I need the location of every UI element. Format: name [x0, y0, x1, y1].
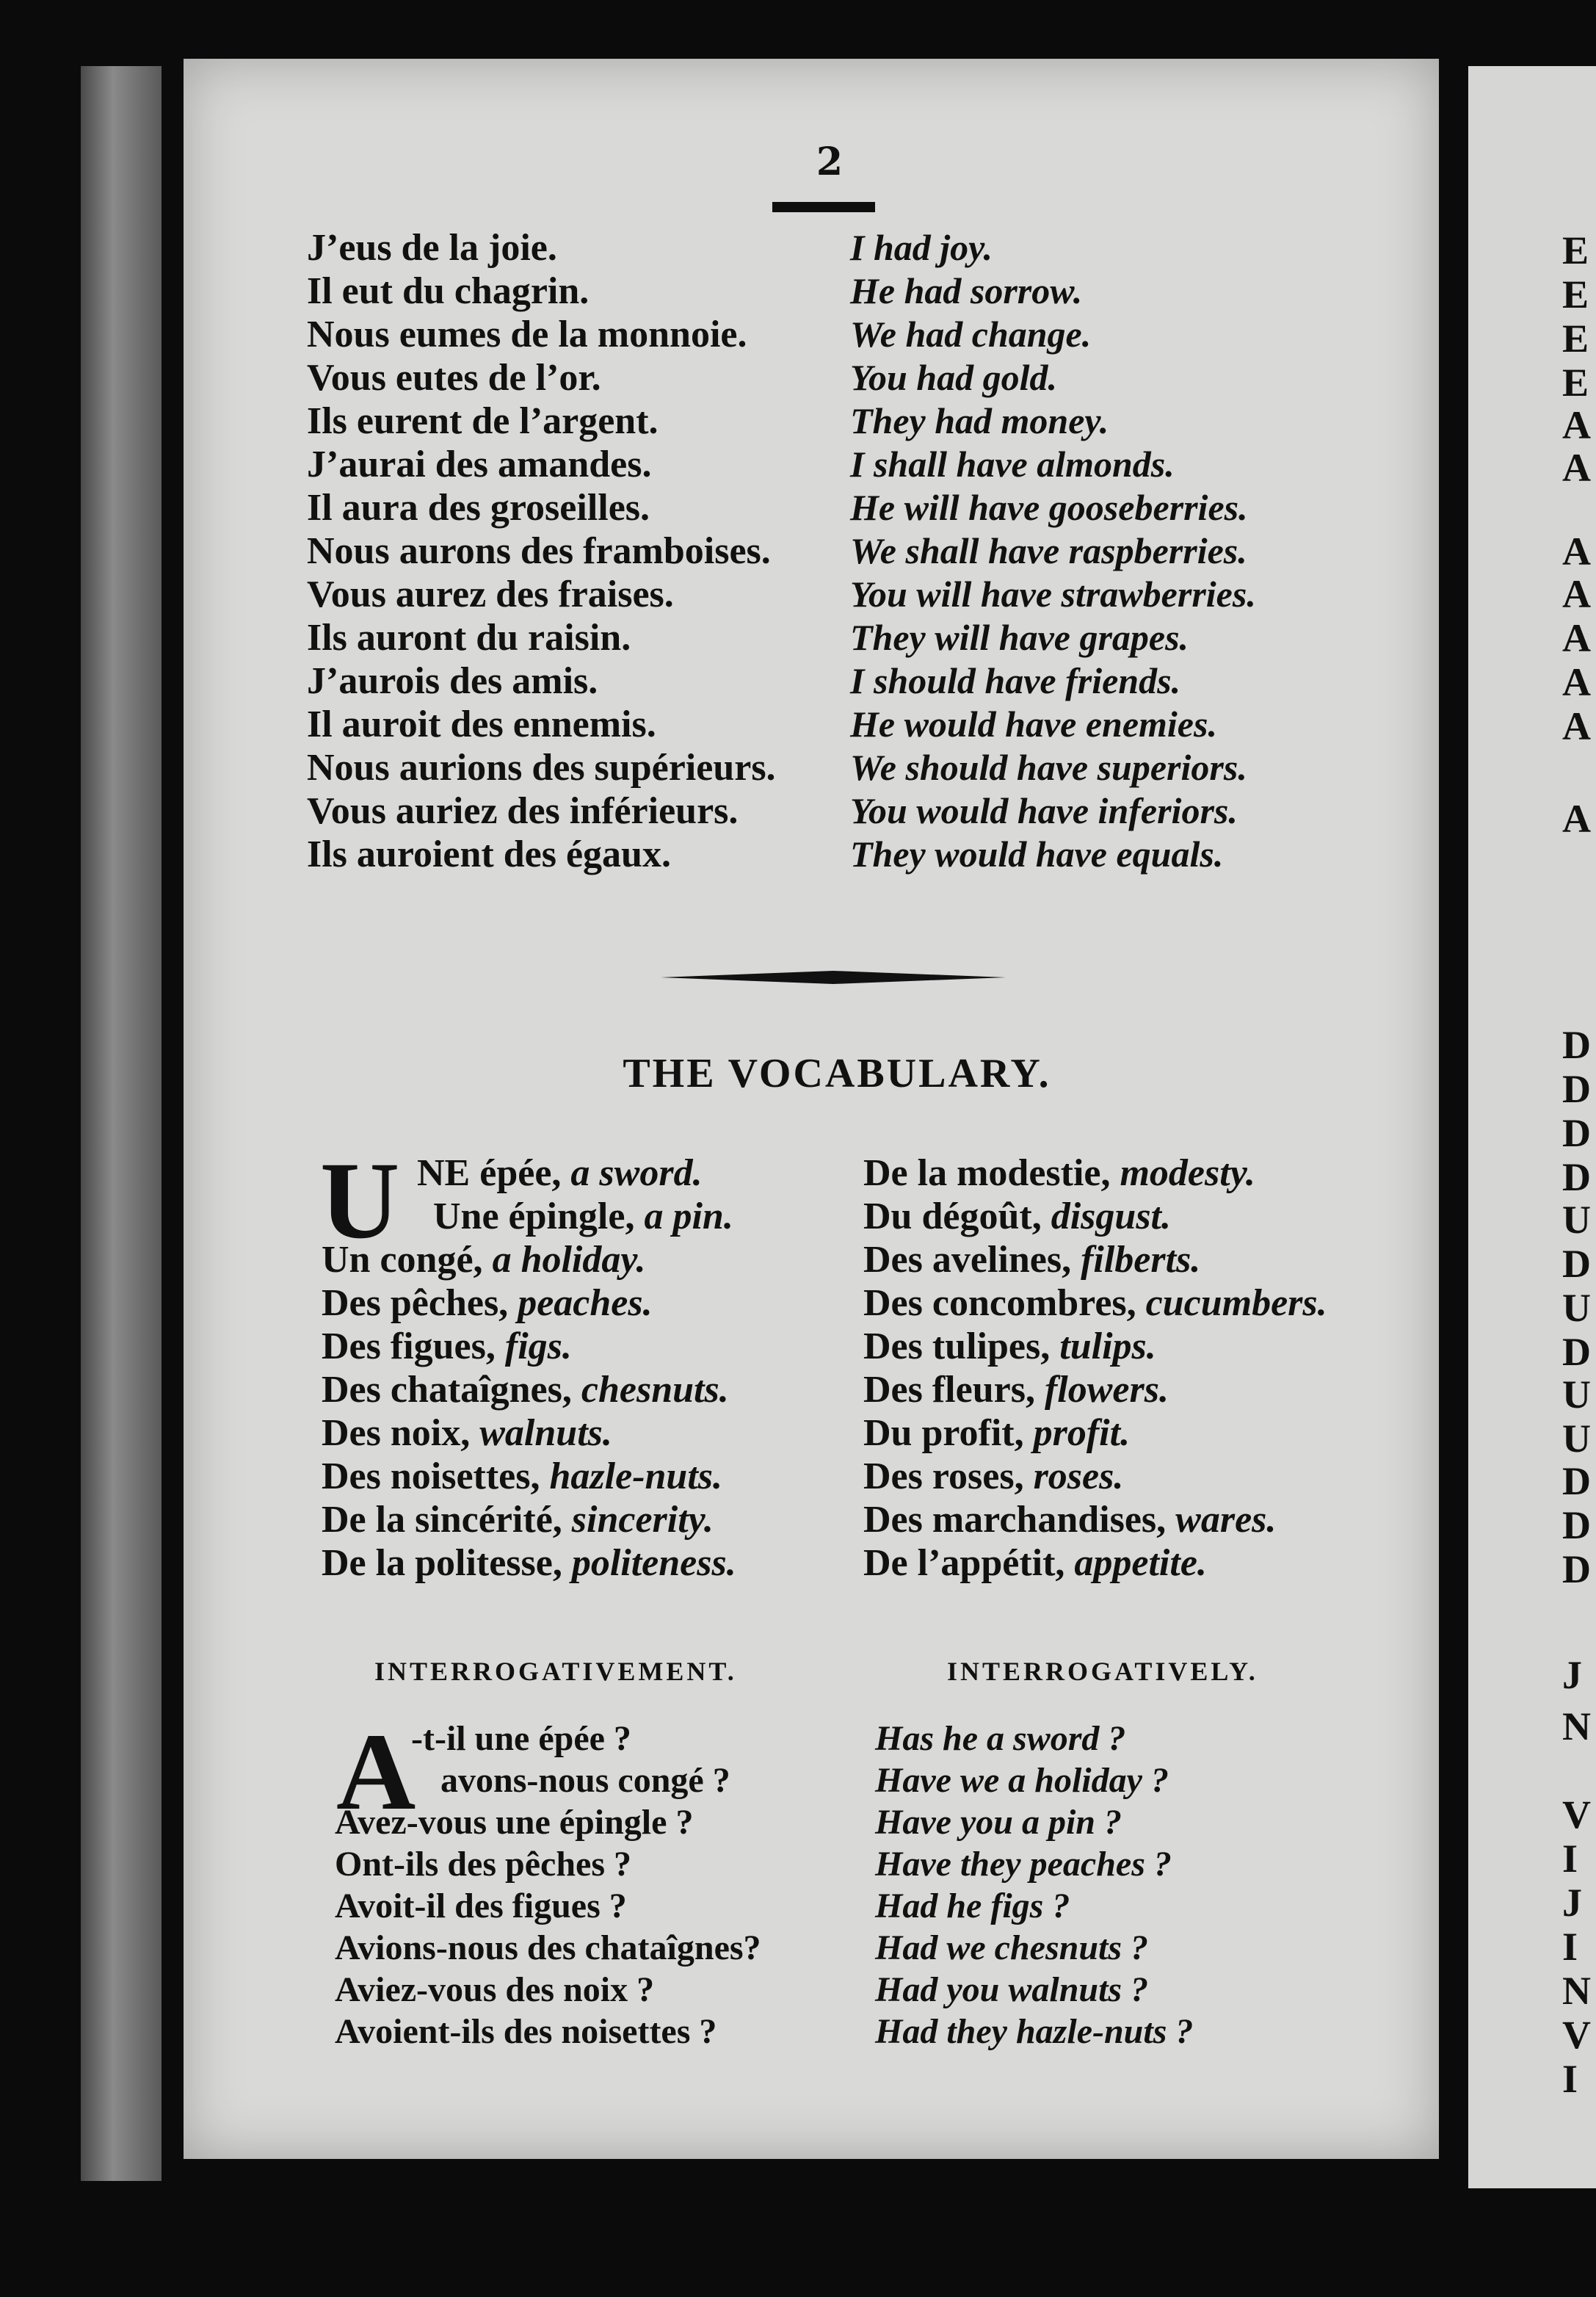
- conjugation-french-line: Vous eutes de l’or.: [307, 357, 601, 399]
- conjugation-english-line: He had sorrow.: [850, 270, 1083, 311]
- vocabulary-french-word: De la politesse,: [322, 1542, 562, 1584]
- vocabulary-entry: [417, 1151, 703, 1195]
- right-page-letter: D: [1562, 1503, 1591, 1547]
- vocabulary-english-word: a sword.: [561, 1152, 703, 1194]
- vocabulary-english-word: tulips.: [1050, 1325, 1156, 1367]
- conjugation-french-line: Il eut du chagrin.: [307, 270, 590, 312]
- interrogative-english-line: Had you walnuts ?: [875, 1970, 1149, 2009]
- right-page-letter: I: [1562, 1837, 1578, 1881]
- conjugation-english-line: You had gold.: [850, 357, 1058, 398]
- french-interrogative-heading: INTERROGATIVEMENT.: [374, 1657, 737, 1686]
- left-page-edge: [81, 66, 162, 2181]
- conjugation-french-line: Ils auront du raisin.: [307, 617, 631, 659]
- vocabulary-english-word: disgust.: [1041, 1195, 1172, 1237]
- right-page-letter: D: [1562, 1155, 1591, 1199]
- interrogative-english-line: Have we a holiday ?: [875, 1761, 1169, 1800]
- vocabulary-french-word: Des avelines,: [863, 1239, 1072, 1281]
- interrogative-english-line: Had we chesnuts ?: [875, 1928, 1149, 1967]
- right-page-letter: D: [1562, 1330, 1591, 1374]
- interrogative-english-line: Had he figs ?: [875, 1887, 1070, 1925]
- vocabulary-english-word: peaches.: [508, 1282, 653, 1324]
- vocabulary-entry: [863, 1151, 1255, 1195]
- right-page-letter: U: [1562, 1372, 1591, 1417]
- right-page-letter: D: [1562, 1242, 1591, 1286]
- right-page-letter: D: [1562, 1111, 1591, 1155]
- right-page-letter: A: [1562, 704, 1591, 748]
- vocabulary-entry: [322, 1281, 653, 1325]
- vocabulary-english-word: a pin.: [634, 1195, 733, 1237]
- vocabulary-french-word: Des tulipes,: [863, 1325, 1051, 1367]
- conjugation-french-line: J’aurai des amandes.: [307, 444, 652, 485]
- conjugation-english-line: We shall have raspberries.: [850, 530, 1247, 571]
- vocabulary-entry: [863, 1411, 1130, 1455]
- vocabulary-english-word: modesty.: [1110, 1152, 1255, 1194]
- right-page-letter: U: [1562, 1417, 1591, 1461]
- conjugation-english-line: I should have friends.: [850, 660, 1181, 701]
- conjugation-french-line: Vous auriez des inférieurs.: [307, 790, 739, 832]
- vocabulary-entry: [863, 1498, 1276, 1541]
- conjugation-french-line: Vous aurez des fraises.: [307, 574, 674, 615]
- vocabulary-english-word: appetite.: [1064, 1542, 1207, 1584]
- vocabulary-drop-cap: U: [320, 1140, 400, 1262]
- vocabulary-french-word: Des roses,: [863, 1455, 1024, 1497]
- vocabulary-entry: [322, 1455, 722, 1498]
- vocabulary-english-word: wares.: [1166, 1499, 1277, 1541]
- vocabulary-english-word: profit.: [1023, 1412, 1131, 1454]
- vocabulary-french-word: De la modestie,: [863, 1152, 1111, 1194]
- vocabulary-french-word: De l’appétit,: [863, 1542, 1065, 1584]
- vocabulary-entry: [433, 1195, 733, 1238]
- right-page-letter: A: [1562, 446, 1591, 490]
- right-page-letter: I: [1562, 1925, 1578, 1969]
- right-page-letter: E: [1562, 228, 1589, 272]
- right-page-letter: A: [1562, 529, 1591, 574]
- vocabulary-entry: [863, 1325, 1156, 1368]
- vocabulary-french-word: Des noisettes,: [322, 1455, 540, 1497]
- vocabulary-entry: [863, 1455, 1123, 1498]
- conjugation-french-line: Ils eurent de l’argent.: [307, 400, 659, 442]
- vocabulary-english-word: a holiday.: [482, 1239, 646, 1281]
- vocabulary-entry: [863, 1541, 1207, 1585]
- conjugation-english-line: We should have superiors.: [850, 747, 1247, 788]
- interrogative-french-line: Aviez-vous des noix ?: [335, 1970, 655, 2009]
- vocabulary-entry: [322, 1541, 736, 1585]
- interrogative-french-line: Avions-nous des chataîgnes?: [335, 1928, 761, 1967]
- vocabulary-english-word: politeness.: [562, 1542, 736, 1584]
- right-page-letter: J: [1562, 1881, 1582, 1925]
- vocabulary-english-word: sincerity.: [562, 1499, 714, 1541]
- conjugation-french-line: J’eus de la joie.: [307, 227, 557, 269]
- conjugation-english-line: They will have grapes.: [850, 617, 1189, 658]
- right-page-letter: N: [1562, 1969, 1591, 2013]
- right-page-letter: A: [1562, 797, 1591, 841]
- vocabulary-entry: [322, 1498, 714, 1541]
- conjugation-english-line: He will have gooseberries.: [850, 487, 1248, 528]
- interrogative-french-line: Ont-ils des pêches ?: [335, 1845, 632, 1884]
- right-page-letter: A: [1562, 572, 1591, 616]
- vocabulary-entry: [322, 1238, 646, 1281]
- interrogative-french-line: Avoient-ils des noisettes ?: [335, 2012, 717, 2051]
- page-number-rule: [772, 202, 875, 212]
- vocabulary-english-word: roses.: [1023, 1455, 1124, 1497]
- conjugation-english-line: I had joy.: [850, 227, 993, 268]
- interrogative-french-line: Avez-vous une épingle ?: [335, 1803, 694, 1842]
- vocabulary-entry: [322, 1411, 612, 1455]
- conjugation-english-line: We had change.: [850, 314, 1092, 355]
- right-page-letter: E: [1562, 316, 1589, 361]
- vocabulary-entry: [863, 1281, 1327, 1325]
- right-page-letter: U: [1562, 1286, 1591, 1330]
- vocabulary-english-word: walnuts.: [470, 1412, 612, 1454]
- conjugation-english-line: You will have strawberries.: [850, 574, 1256, 615]
- right-page-letter: V: [1562, 2013, 1591, 2057]
- right-page-letter: D: [1562, 1547, 1591, 1591]
- right-page-letter: A: [1562, 616, 1591, 660]
- conjugation-french-line: Nous aurions des supérieurs.: [307, 747, 776, 789]
- vocabulary-english-word: flowers.: [1034, 1369, 1169, 1411]
- vocabulary-french-word: Du profit,: [863, 1412, 1024, 1454]
- conjugation-french-line: Ils auroient des égaux.: [307, 833, 671, 875]
- conjugation-french-line: Nous aurons des framboises.: [307, 530, 771, 572]
- vocabulary-entry: [863, 1195, 1171, 1238]
- interrogative-french-line: Avoit-il des figues ?: [335, 1887, 627, 1925]
- vocabulary-entry: [322, 1325, 572, 1368]
- right-page-letter: I: [1562, 2057, 1578, 2101]
- vocabulary-french-word: Des chataîgnes,: [322, 1369, 572, 1411]
- vocabulary-title: THE VOCABULARY.: [623, 1051, 1051, 1096]
- vocabulary-english-word: filberts.: [1071, 1239, 1201, 1281]
- interrogative-english-line: Have they peaches ?: [875, 1845, 1172, 1884]
- interrogative-french-line: avons-nous congé ?: [440, 1761, 730, 1800]
- vocabulary-entry: [863, 1368, 1169, 1411]
- vocabulary-french-word: Des fleurs,: [863, 1369, 1035, 1411]
- interrogative-english-line: Had they hazle-nuts ?: [875, 2012, 1194, 2051]
- vocabulary-english-word: cucumbers.: [1136, 1282, 1327, 1324]
- interrogative-drop-cap: A: [336, 1711, 416, 1833]
- vocabulary-entry: [863, 1238, 1200, 1281]
- vocabulary-french-word: Des concombres,: [863, 1282, 1136, 1324]
- page-number: 2: [816, 140, 844, 184]
- vocabulary-french-word: Des noix,: [322, 1412, 471, 1454]
- english-interrogative-heading: INTERROGATIVELY.: [947, 1657, 1258, 1686]
- right-page-letter: D: [1562, 1459, 1591, 1503]
- conjugation-english-line: He would have enemies.: [850, 703, 1217, 745]
- right-page-letter: U: [1562, 1198, 1591, 1242]
- vocabulary-french-word: Des figues,: [322, 1325, 496, 1367]
- conjugation-english-line: They had money.: [850, 400, 1109, 441]
- vocabulary-french-word: Un congé,: [322, 1239, 483, 1281]
- vocabulary-french-word: Du dégoût,: [863, 1195, 1042, 1237]
- right-page-letter: J: [1562, 1653, 1582, 1697]
- right-page-letter: E: [1562, 272, 1589, 316]
- vocabulary-french-word: Des marchandises,: [863, 1499, 1167, 1541]
- right-page-letter: A: [1562, 403, 1591, 447]
- vocabulary-french-word: Des pêches,: [322, 1282, 509, 1324]
- interrogative-english-line: Have you a pin ?: [875, 1803, 1122, 1842]
- conjugation-english-line: I shall have almonds.: [850, 444, 1175, 485]
- right-page-letter: E: [1562, 361, 1589, 405]
- conjugation-french-line: J’aurois des amis.: [307, 660, 598, 702]
- vocabulary-french-word: NE épée,: [417, 1152, 562, 1194]
- right-page-letter: A: [1562, 660, 1591, 704]
- interrogative-english-line: Has he a sword ?: [875, 1719, 1126, 1758]
- right-page-letter: D: [1562, 1067, 1591, 1111]
- conjugation-french-line: Il aura des groseilles.: [307, 487, 650, 529]
- vocabulary-english-word: figs.: [495, 1325, 572, 1367]
- interrogative-french-line: -t-il une épée ?: [411, 1719, 631, 1758]
- conjugation-french-line: Il auroit des ennemis.: [307, 703, 656, 745]
- conjugation-english-line: They would have equals.: [850, 833, 1224, 875]
- vocabulary-french-word: Une épingle,: [433, 1195, 635, 1237]
- right-page-letter: V: [1562, 1793, 1591, 1837]
- conjugation-french-line: Nous eumes de la monnoie.: [307, 314, 747, 355]
- vocabulary-entry: [322, 1368, 729, 1411]
- vocabulary-french-word: De la sincérité,: [322, 1499, 562, 1541]
- right-page-letter: D: [1562, 1023, 1591, 1067]
- right-page-letter: N: [1562, 1704, 1591, 1748]
- conjugation-english-line: You would have inferiors.: [850, 790, 1238, 831]
- vocabulary-english-word: hazle-nuts.: [540, 1455, 723, 1497]
- vocabulary-english-word: chesnuts.: [571, 1369, 729, 1411]
